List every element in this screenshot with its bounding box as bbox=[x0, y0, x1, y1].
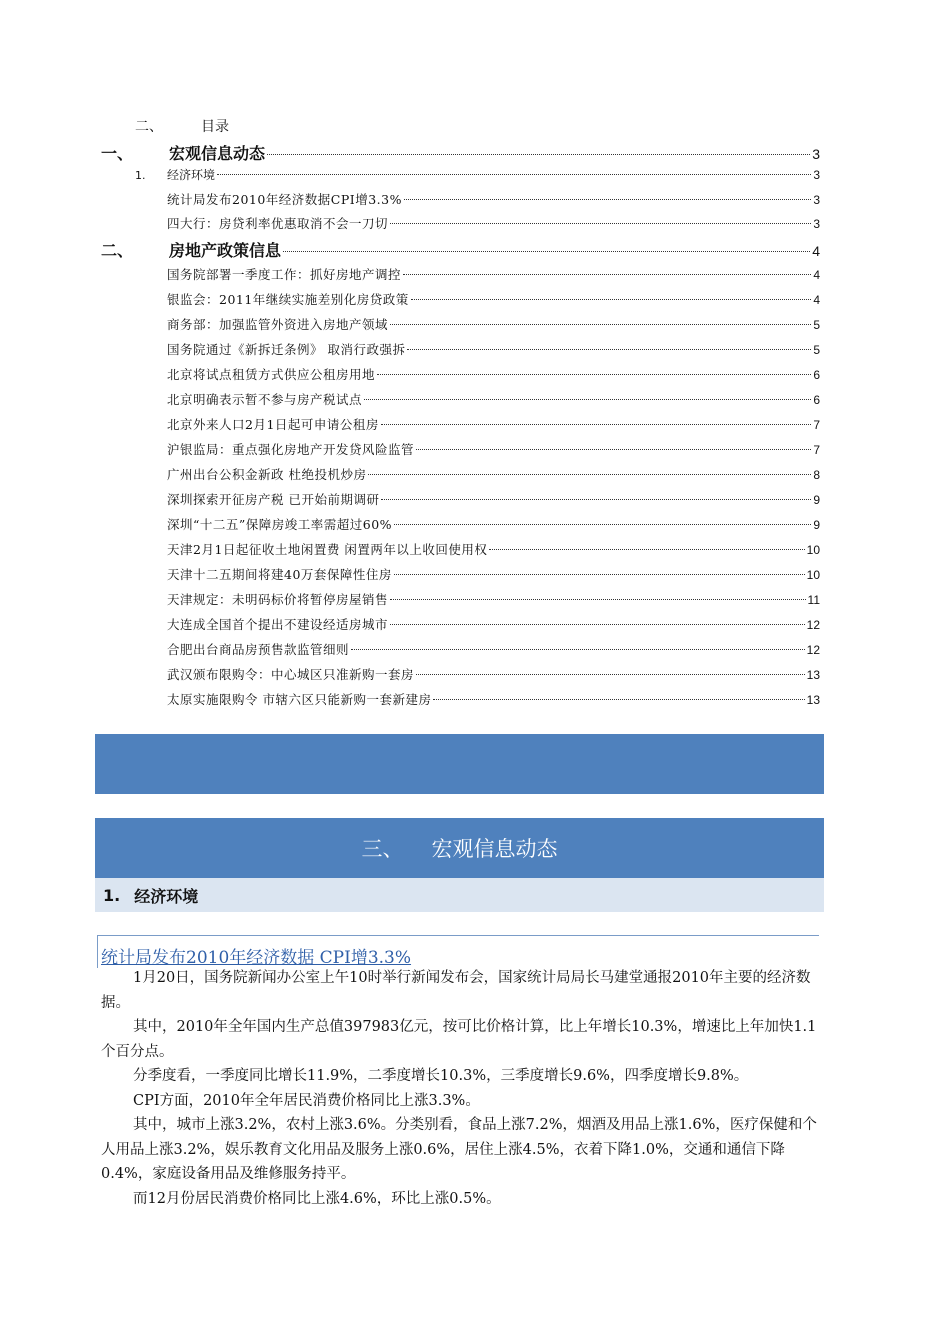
toc-page-number: 10 bbox=[806, 543, 820, 557]
toc-heading-text: 目录 bbox=[201, 119, 229, 135]
article-paragraph: 其中，城市上涨3.2%，农村上涨3.6%。分类别看，食品上涨7.2%，烟酒及用品上涨1.6%，医疗保健和个人用品上涨3.2%，娱乐教育文化用品及服务上涨0.6%，居住上涨4.5%，衣着下降1.0%，交通和通信下降0.4%，家庭设备用品及维修服务持平。 bbox=[101, 1117, 817, 1182]
toc-entry[interactable] bbox=[167, 190, 820, 208]
toc-page-number: 10 bbox=[806, 568, 820, 582]
toc-page-number: 4 bbox=[813, 268, 820, 282]
toc-entry[interactable] bbox=[167, 415, 820, 433]
toc-entry-text: 宏观信息动态 bbox=[169, 144, 266, 163]
toc-page-number: 7 bbox=[813, 443, 820, 457]
subsection-heading bbox=[95, 878, 824, 912]
toc-page-number: 3 bbox=[813, 217, 820, 231]
toc-page-number: 7 bbox=[813, 418, 820, 432]
toc-entry-text: 沪银监局：重点强化房地产开发贷风险监管 bbox=[167, 442, 415, 457]
toc-leader-dots bbox=[416, 449, 811, 450]
toc-page-number: 4 bbox=[813, 293, 820, 307]
toc-leader-dots bbox=[267, 154, 810, 155]
toc-leader-dots bbox=[283, 251, 810, 252]
toc-entry-text: 经济环境 bbox=[167, 168, 216, 182]
toc-leader-dots bbox=[394, 574, 805, 575]
toc-leader-dots bbox=[489, 549, 804, 550]
toc-entry-number: 一、 bbox=[101, 144, 134, 163]
toc-entry-text: 太原实施限购令 市辖六区只能新购一套新建房 bbox=[167, 692, 432, 707]
toc-leader-dots bbox=[390, 599, 806, 600]
toc-leader-dots bbox=[217, 174, 811, 175]
toc-leader-dots bbox=[407, 349, 811, 350]
toc-leader-dots bbox=[416, 674, 805, 675]
toc-leader-dots bbox=[390, 624, 805, 625]
section-title: 宏观信息动态 bbox=[431, 837, 558, 861]
toc-entry-number: 1. bbox=[135, 169, 146, 182]
toc-entry[interactable] bbox=[101, 238, 820, 261]
toc-page-number: 13 bbox=[806, 668, 820, 682]
toc-entry[interactable] bbox=[167, 540, 820, 558]
toc-entry[interactable] bbox=[167, 265, 820, 283]
article-paragraph: 而12月份居民消费价格同比上涨4.6%，环比上涨0.5%。 bbox=[133, 1190, 501, 1207]
toc-page-number: 9 bbox=[813, 518, 820, 532]
toc-page-number: 11 bbox=[807, 593, 820, 607]
toc-entry[interactable] bbox=[167, 515, 820, 533]
toc-entry-text: 银监会：2011年继续实施差别化房贷政策 bbox=[167, 292, 409, 307]
toc-entry-text: 天津十二五期间将建40万套保障性住房 bbox=[167, 567, 392, 582]
subsection-title: 经济环境 bbox=[134, 886, 199, 906]
toc-entry-text: 北京明确表示暂不参与房产税试点 bbox=[167, 392, 363, 407]
toc-entry[interactable] bbox=[167, 615, 820, 633]
toc-entry-text: 大连成全国首个提出不建设经适房城市 bbox=[167, 617, 389, 632]
toc-entry-text: 四大行：房贷利率优惠取消不会一刀切 bbox=[167, 216, 389, 231]
toc-page-number: 3 bbox=[812, 146, 820, 162]
toc-entry-text: 深圳“十二五”保障房竣工率需超过60% bbox=[167, 517, 393, 532]
toc-entry-text: 合肥出台商品房预售款监管细则 bbox=[167, 642, 350, 657]
toc-page-number: 12 bbox=[806, 618, 820, 632]
toc-entry[interactable] bbox=[167, 665, 820, 683]
article-paragraph: 分季度看，一季度同比增长11.9%，二季度增长10.3%，三季度增长9.6%，四季度增长9.8%。 bbox=[133, 1068, 749, 1084]
toc-entry-text: 武汉颁布限购令：中心城区只准新购一套房 bbox=[167, 667, 415, 682]
toc-leader-dots bbox=[351, 649, 805, 650]
toc-entry-text: 深圳探索开征房产税 已开始前期调研 bbox=[167, 492, 380, 507]
article-body bbox=[101, 966, 821, 1211]
toc-leader-dots bbox=[377, 374, 811, 375]
toc-entry[interactable] bbox=[167, 340, 820, 358]
article-paragraph: 其中，2010年全年国内生产总值397983亿元，按可比价格计算，比上年增长10.3%，增速比上年加快1.1个百分点。 bbox=[101, 1019, 817, 1060]
toc-entry-text: 房地产政策信息 bbox=[169, 241, 282, 260]
toc-leader-dots bbox=[381, 499, 811, 500]
toc-entry[interactable] bbox=[167, 590, 820, 608]
toc-entry[interactable] bbox=[135, 166, 820, 183]
toc-entry[interactable] bbox=[167, 365, 820, 383]
toc-entry[interactable] bbox=[167, 440, 820, 458]
toc-page-number: 3 bbox=[813, 193, 820, 207]
toc-page-number: 12 bbox=[806, 643, 820, 657]
section-heading bbox=[95, 818, 824, 878]
toc-entry[interactable] bbox=[167, 640, 820, 658]
toc-entry-text: 天津规定：未明码标价将暂停房屋销售 bbox=[167, 592, 389, 607]
toc-leader-dots bbox=[404, 199, 811, 200]
article-title-link[interactable]: 统计局发布2010年经济数据 CPI增3.3% bbox=[101, 948, 412, 968]
toc-heading bbox=[135, 116, 229, 136]
toc-entry[interactable] bbox=[167, 465, 820, 483]
toc-entry-text: 统计局发布2010年经济数据CPI增3.3% bbox=[167, 192, 402, 207]
toc-leader-dots bbox=[433, 699, 804, 700]
toc-page-number: 9 bbox=[813, 493, 820, 507]
toc-page-number: 5 bbox=[813, 343, 820, 357]
toc-leader-dots bbox=[394, 524, 811, 525]
toc-entry[interactable] bbox=[167, 390, 820, 408]
toc-leader-dots bbox=[390, 324, 811, 325]
toc-entry[interactable] bbox=[167, 490, 820, 508]
toc-entry[interactable] bbox=[167, 690, 820, 708]
toc-entry[interactable] bbox=[167, 290, 820, 308]
section-number: 三、 bbox=[361, 837, 404, 861]
toc-leader-dots bbox=[390, 223, 811, 224]
toc-page-number: 6 bbox=[813, 368, 820, 382]
toc-entry[interactable] bbox=[167, 315, 820, 333]
blue-banner bbox=[95, 734, 824, 794]
toc-leader-dots bbox=[411, 299, 812, 300]
toc-entry-text: 北京将试点租赁方式供应公租房用地 bbox=[167, 367, 376, 382]
toc-page-number: 8 bbox=[813, 468, 820, 482]
toc-page-number: 4 bbox=[812, 243, 820, 259]
toc-page-number: 6 bbox=[813, 393, 820, 407]
toc-leader-dots bbox=[381, 424, 811, 425]
article-paragraph: 1月20日，国务院新闻办公室上午10时举行新闻发布会，国家统计局局长马建堂通报2010年主要的经济数据。 bbox=[101, 970, 811, 1011]
toc-entry[interactable] bbox=[167, 565, 820, 583]
toc-leader-dots bbox=[364, 399, 811, 400]
toc-page-number: 5 bbox=[813, 318, 820, 332]
toc-heading-number: 二、 bbox=[135, 119, 163, 135]
toc-entry-text: 国务院部署一季度工作：抓好房地产调控 bbox=[167, 267, 402, 282]
article-paragraph: CPI方面，2010年全年居民消费价格同比上涨3.3%。 bbox=[133, 1092, 480, 1109]
subsection-number: 1. bbox=[103, 885, 121, 905]
toc-entry[interactable] bbox=[101, 141, 820, 164]
toc-page-number: 13 bbox=[806, 693, 820, 707]
toc-leader-dots bbox=[403, 274, 811, 275]
toc-entry[interactable] bbox=[167, 214, 820, 232]
toc-entry-text: 北京外来人口2月1日起可申请公租房 bbox=[167, 417, 379, 432]
toc-entry-text: 国务院通过《新拆迁条例》 取消行政强拆 bbox=[167, 342, 406, 357]
toc-entry-number: 二、 bbox=[101, 241, 134, 260]
toc-entry-text: 广州出台公积金新政 杜绝投机炒房 bbox=[167, 467, 367, 482]
toc-page-number: 3 bbox=[813, 168, 820, 182]
toc-entry-text: 天津2月1日起征收土地闲置费 闲置两年以上收回使用权 bbox=[167, 542, 488, 557]
toc-entry-text: 商务部：加强监管外资进入房地产领域 bbox=[167, 317, 389, 332]
toc-leader-dots bbox=[368, 474, 811, 475]
article-title-box bbox=[97, 935, 819, 968]
